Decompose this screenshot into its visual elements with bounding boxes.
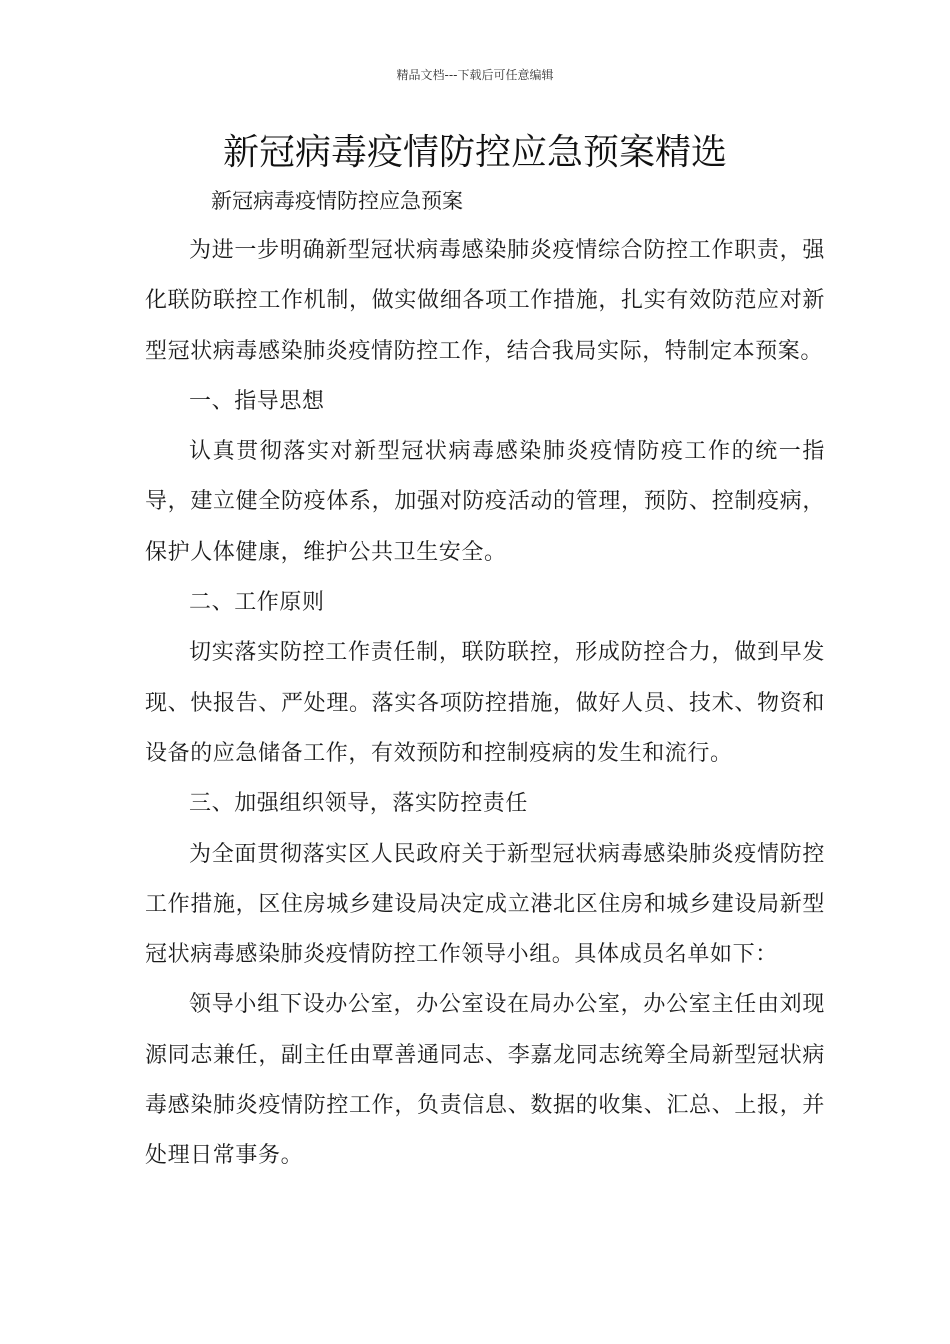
document-body [145, 226, 825, 1182]
paragraph-work-principles: 切实落实防控工作责任制，联防联控，形成防控合力，做到早发现、快报告、严处理。落实各项防控措施，做好人员、技术、物资和设备的应急储备工作，有效预防和控制疫病的发生和流行。 [145, 640, 825, 766]
paragraph-office: 领导小组下设办公室，办公室设在局办公室，办公室主任由刘现源同志兼任，副主任由覃善通同志、李嘉龙同志统筹全局新型冠状病毒感染肺炎疫情防控工作，负责信息、数据的收集、汇总、上报，并处理日常事务。 [145, 992, 825, 1169]
paragraph-intro: 为进一步明确新型冠状病毒感染肺炎疫情综合防控工作职责，强化联防联控工作机制，做实做细各项工作措施，扎实有效防范应对新型冠状病毒感染肺炎疫情防控工作，结合我局实际，特制定本预案。 [145, 238, 825, 364]
document-title: 新冠病毒疫情防控应急预案精选 [222, 132, 727, 173]
document-subtitle: 新冠病毒疫情防控应急预案 [211, 189, 463, 213]
heading-organization: 三、加强组织领导，落实防控责任 [189, 791, 529, 817]
header-note: 精品文档---下载后可任意编辑 [396, 68, 554, 82]
heading-guiding-ideology: 一、指导思想 [189, 388, 325, 414]
heading-work-principles: 二、工作原则 [189, 590, 325, 616]
paragraph-organization: 为全面贯彻落实区人民政府关于新型冠状病毒感染肺炎疫情防控工作措施，区住房城乡建设局决定成立港北区住房和城乡建设局新型冠状病毒感染肺炎疫情防控工作领导小组。具体成员名单如下： [145, 841, 825, 968]
paragraph-guiding-ideology: 认真贯彻落实对新型冠状病毒感染肺炎疫情防疫工作的统一指导，建立健全防疫体系，加强对防疫活动的管理，预防、控制疫病，保护人体健康，维护公共卫生安全。 [145, 439, 825, 565]
